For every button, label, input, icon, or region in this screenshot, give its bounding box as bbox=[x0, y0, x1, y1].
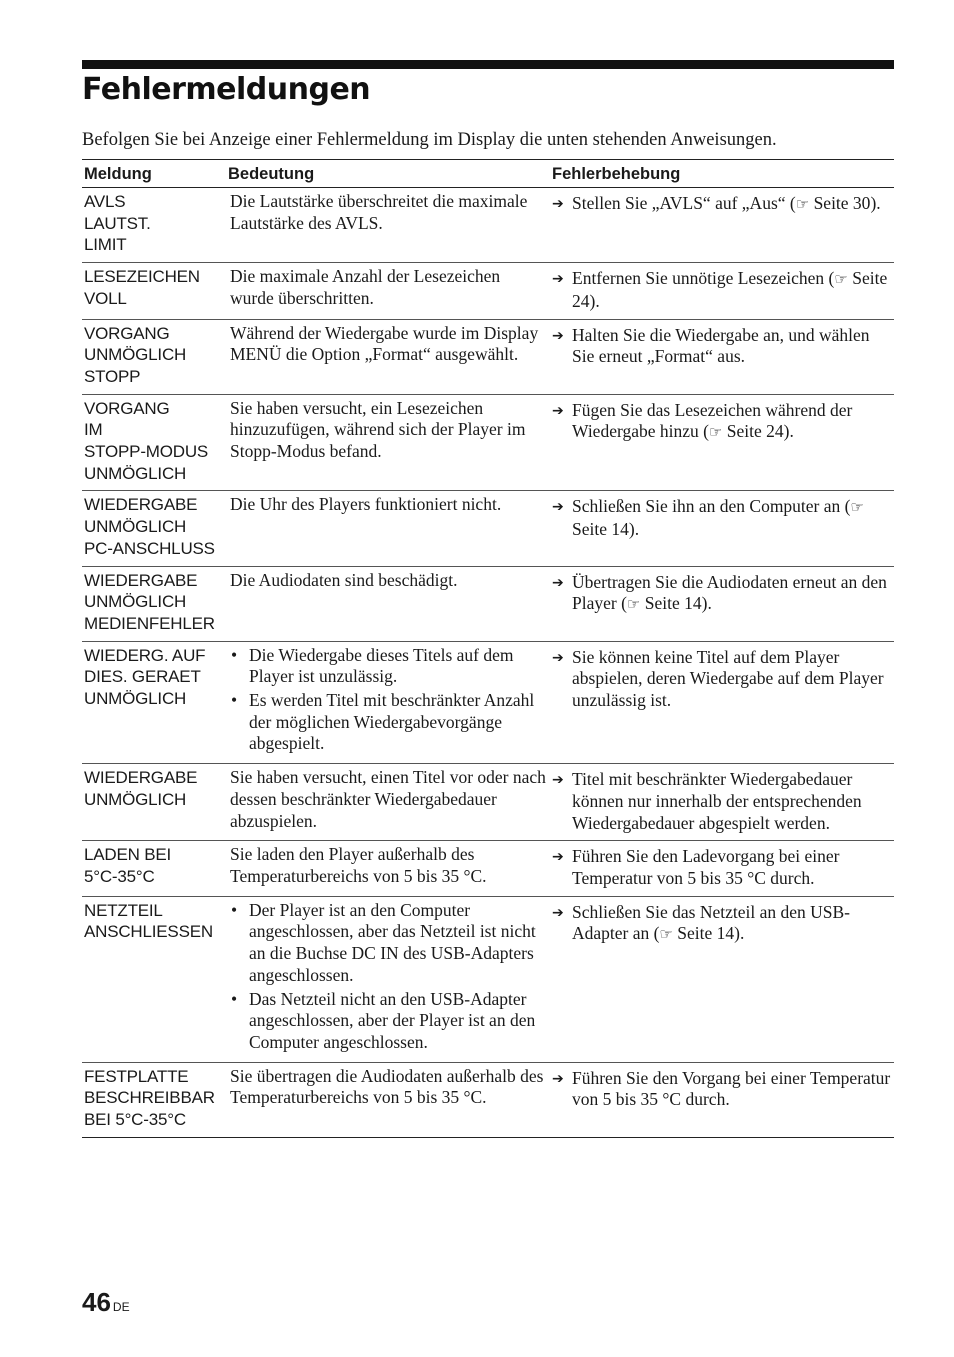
column-header-fix: Fehlerbehebung bbox=[550, 160, 894, 188]
remedy-cell bbox=[550, 841, 894, 896]
remedy-text bbox=[552, 193, 892, 216]
remedy-text-main: Sie können keine Titel auf dem Player abspielen, deren Wiedergabe auf dem Player unzulässig ist. bbox=[572, 646, 884, 711]
arrow-right-icon: ➔ bbox=[552, 772, 564, 789]
error-message-line: BESCHREIBBAR bbox=[84, 1088, 215, 1108]
meaning-cell bbox=[226, 491, 550, 566]
error-message-cell bbox=[82, 841, 226, 896]
remedy-text-main: Führen Sie den Ladevorgang bei einer Temperatur von 5 bis 35 °C durch. bbox=[572, 846, 840, 888]
remedy-text bbox=[552, 496, 892, 540]
meaning-cell bbox=[226, 394, 550, 491]
page-reference-icon: ☞ bbox=[795, 195, 810, 213]
column-header-meaning: Bedeutung bbox=[226, 160, 550, 188]
remedy-text bbox=[552, 400, 892, 444]
remedy-cell bbox=[550, 188, 894, 263]
error-message-line: MEDIENFEHLER bbox=[84, 613, 215, 633]
remedy-text-main: Titel mit beschränkter Wiedergabedauer können nur innerhalb der entsprechenden Wiedergabedauer abgespielt werden. bbox=[572, 769, 862, 833]
error-message-cell bbox=[82, 896, 226, 1062]
arrow-right-icon: ➔ bbox=[552, 574, 564, 591]
meaning-text: Sie haben versucht, ein Lesezeichen hinzuzufügen, während sich der Player im Stopp-Modus befand. bbox=[230, 397, 526, 462]
error-message-line: WIEDERGABE bbox=[84, 768, 198, 788]
page-reference-link[interactable]: Seite 14 bbox=[572, 519, 629, 540]
meaning-text: Sie laden den Player außerhalb des Temperaturbereichs von 5 bis 35 °C. bbox=[230, 844, 487, 886]
remedy-cell bbox=[550, 896, 894, 1062]
error-message-cell bbox=[82, 491, 226, 566]
error-message-line: LAUTST. bbox=[84, 213, 151, 233]
remedy-text-end: ). bbox=[734, 923, 745, 944]
remedy-cell bbox=[550, 641, 894, 764]
bullet-icon: • bbox=[231, 690, 238, 711]
page-reference-icon: ☞ bbox=[850, 498, 864, 517]
meaning-cell bbox=[226, 841, 550, 896]
remedy-cell bbox=[550, 764, 894, 841]
page-language: DE bbox=[112, 1300, 130, 1314]
meaning-cell bbox=[226, 263, 550, 319]
error-message-line: 5°C-35°C bbox=[84, 866, 155, 886]
arrow-right-icon: ➔ bbox=[552, 196, 564, 212]
table-row bbox=[82, 319, 894, 394]
meaning-cell bbox=[226, 188, 550, 263]
arrow-right-icon: ➔ bbox=[552, 849, 564, 866]
error-message-line: LIMIT bbox=[84, 235, 127, 255]
remedy-text-main: Führen Sie den Vorgang bei einer Temperatur von 5 bis 35 °C durch. bbox=[572, 1067, 891, 1110]
meaning-text: Während der Wiedergabe wurde im Display MENÜ die Option „Format“ ausgewählt. bbox=[230, 322, 539, 365]
meaning-text: Die Uhr des Players funktioniert nicht. bbox=[230, 494, 502, 515]
error-message-line: UNMÖGLICH bbox=[84, 789, 187, 809]
remedy-text-main: Halten Sie die Wiedergabe an, und wählen Sie erneut „Format“ aus. bbox=[572, 324, 870, 367]
error-message-line: ANSCHLIESSEN bbox=[84, 922, 213, 942]
table-row bbox=[82, 394, 894, 491]
error-message-line: DIES. GERAET bbox=[84, 667, 201, 687]
table-row bbox=[82, 188, 894, 263]
meaning-text: Die maximale Anzahl der Lesezeichen wurde überschritten. bbox=[230, 266, 501, 308]
error-message-table bbox=[82, 159, 894, 1138]
remedy-text-main: Stellen Sie „AVLS“ auf „Aus“ ( bbox=[572, 193, 796, 213]
meaning-cell bbox=[226, 764, 550, 841]
remedy-cell bbox=[550, 394, 894, 491]
error-message-line: UNMÖGLICH bbox=[84, 689, 187, 709]
arrow-right-icon: ➔ bbox=[552, 271, 564, 288]
meaning-bullet-item bbox=[230, 690, 548, 755]
error-message-line: FESTPLATTE bbox=[84, 1066, 189, 1086]
error-message-cell bbox=[82, 188, 226, 263]
error-message-cell bbox=[82, 764, 226, 841]
remedy-cell bbox=[550, 263, 894, 319]
table-row bbox=[82, 1062, 894, 1137]
meaning-cell bbox=[226, 566, 550, 641]
error-message-line: STOPP-MODUS bbox=[84, 442, 209, 462]
error-message-line: IM bbox=[84, 420, 103, 440]
error-message-line: LADEN BEI bbox=[84, 845, 172, 865]
table-row bbox=[82, 896, 894, 1062]
remedy-text bbox=[552, 1068, 892, 1111]
remedy-cell bbox=[550, 566, 894, 641]
page-number bbox=[82, 1287, 130, 1318]
remedy-cell bbox=[550, 319, 894, 394]
remedy-text-main: Schließen Sie das Netzteil an den USB-Adapter an ( bbox=[572, 901, 850, 944]
meaning-cell bbox=[226, 896, 550, 1062]
remedy-text-end: ). bbox=[870, 193, 881, 213]
page-number-value: 46 bbox=[82, 1287, 111, 1317]
error-message-cell bbox=[82, 394, 226, 491]
error-message-line: UNMÖGLICH bbox=[84, 517, 187, 537]
remedy-cell bbox=[550, 491, 894, 566]
meaning-cell bbox=[226, 319, 550, 394]
page-reference-link[interactable]: Seite 14 bbox=[677, 923, 735, 944]
title-rule bbox=[82, 60, 894, 69]
table-row bbox=[82, 566, 894, 641]
error-message-line: UNMÖGLICH bbox=[84, 592, 187, 612]
table-row bbox=[82, 641, 894, 764]
error-message-line: STOPP bbox=[84, 366, 141, 386]
page-reference-icon: ☞ bbox=[659, 925, 673, 944]
page-reference-icon: ☞ bbox=[834, 270, 848, 289]
meaning-bullet-list bbox=[230, 900, 548, 1054]
intro-text: Befolgen Sie bei Anzeige einer Fehlermeldung im Display die unten stehenden Anweisungen. bbox=[82, 130, 777, 150]
remedy-text-end: ). bbox=[783, 421, 794, 442]
page-reference-link[interactable]: Seite 24 bbox=[572, 268, 888, 311]
error-message-line: PC-ANSCHLUSS bbox=[84, 538, 215, 558]
bullet-icon: • bbox=[231, 988, 238, 1009]
arrow-right-icon: ➔ bbox=[552, 327, 564, 344]
remedy-text-main: Übertragen Sie die Audiodaten erneut an den Player ( bbox=[572, 571, 887, 614]
page-reference-link[interactable]: Seite 30 bbox=[813, 193, 871, 213]
error-message-line: WIEDERGABE bbox=[84, 570, 198, 590]
error-message-line: WIEDERGABE bbox=[84, 495, 198, 515]
error-message-cell bbox=[82, 263, 226, 319]
remedy-text bbox=[552, 902, 892, 946]
error-message-line: WIEDERG. AUF bbox=[84, 645, 206, 665]
bullet-icon: • bbox=[231, 899, 238, 920]
table-row bbox=[82, 764, 894, 841]
meaning-bullet-item bbox=[230, 645, 548, 688]
meaning-bullet-item bbox=[230, 989, 548, 1054]
table-row bbox=[82, 841, 894, 896]
remedy-text-main: Fügen Sie das Lesezeichen während der Wiedergabe hinzu ( bbox=[572, 399, 853, 442]
page-reference-icon: ☞ bbox=[626, 595, 641, 614]
page-title: Fehlermeldungen bbox=[82, 72, 371, 107]
page-reference-link[interactable]: Seite 24 bbox=[726, 421, 784, 442]
meaning-bullet-text: Das Netzteil nicht an den USB-Adapter angeschlossen, aber der Player ist an den Computer angeschlossen. bbox=[249, 988, 536, 1052]
meaning-bullet-text: Es werden Titel mit beschränkter Anzahl der möglichen Wiedergabevorgänge abgespielt. bbox=[249, 690, 535, 754]
error-message-line: LESEZEICHEN bbox=[84, 267, 200, 287]
arrow-right-icon: ➔ bbox=[552, 1070, 564, 1087]
bullet-icon: • bbox=[231, 644, 238, 665]
arrow-right-icon: ➔ bbox=[552, 904, 564, 921]
meaning-text: Sie haben versucht, einen Titel vor oder nach dessen beschränkter Wiedergabedauer abzuspielen. bbox=[230, 767, 546, 831]
meaning-cell bbox=[226, 641, 550, 764]
remedy-text-main: Entfernen Sie unnötige Lesezeichen ( bbox=[572, 268, 835, 289]
table-header-row bbox=[82, 160, 894, 188]
meaning-text: Die Lautstärke überschreitet die maximale Lautstärke des AVLS. bbox=[230, 191, 528, 233]
error-message-line: UNMÖGLICH bbox=[84, 463, 187, 483]
error-message-line: NETZTEIL bbox=[84, 900, 163, 920]
page-reference-link[interactable]: Seite 14 bbox=[644, 593, 702, 614]
remedy-text-main: Schließen Sie ihn an den Computer an ( bbox=[572, 496, 851, 517]
remedy-text bbox=[552, 268, 892, 312]
remedy-text bbox=[552, 846, 892, 889]
remedy-cell bbox=[550, 1062, 894, 1137]
error-message-line: BEI 5°C-35°C bbox=[84, 1110, 186, 1130]
table-row bbox=[82, 491, 894, 566]
error-message-cell bbox=[82, 641, 226, 764]
arrow-right-icon: ➔ bbox=[552, 649, 564, 666]
meaning-text: Die Audiodaten sind beschädigt. bbox=[230, 569, 458, 590]
error-message-cell bbox=[82, 566, 226, 641]
error-message-line: VORGANG bbox=[84, 398, 170, 418]
error-message-line: AVLS bbox=[84, 192, 126, 211]
meaning-cell bbox=[226, 1062, 550, 1137]
remedy-text bbox=[552, 647, 892, 712]
remedy-text-end: ). bbox=[701, 593, 712, 614]
error-message-cell bbox=[82, 1062, 226, 1137]
error-message-cell bbox=[82, 319, 226, 394]
meaning-bullet-text: Die Wiedergabe dieses Titels auf dem Player ist unzulässig. bbox=[249, 644, 514, 687]
error-message-line: VOLL bbox=[84, 288, 127, 308]
arrow-right-icon: ➔ bbox=[552, 402, 564, 419]
remedy-text bbox=[552, 572, 892, 616]
remedy-text-end: ). bbox=[589, 290, 600, 311]
table-row bbox=[82, 263, 894, 319]
arrow-right-icon: ➔ bbox=[552, 499, 564, 516]
page-reference-icon: ☞ bbox=[708, 423, 723, 442]
meaning-bullet-text: Der Player ist an den Computer angeschlossen, aber das Netzteil ist nicht an die Buchse DC IN des USB-Adapters angeschlossen. bbox=[249, 899, 536, 985]
error-message-line: VORGANG bbox=[84, 323, 170, 343]
error-message-line: UNMÖGLICH bbox=[84, 345, 187, 365]
meaning-text: Sie übertragen die Audiodaten außerhalb des Temperaturbereichs von 5 bis 35 °C. bbox=[230, 1065, 544, 1108]
meaning-bullet-list bbox=[230, 645, 548, 756]
remedy-text bbox=[552, 325, 892, 368]
remedy-text bbox=[552, 769, 892, 834]
meaning-bullet-item bbox=[230, 900, 548, 987]
remedy-text-end: ). bbox=[628, 519, 640, 540]
column-header-message: Meldung bbox=[82, 160, 226, 188]
